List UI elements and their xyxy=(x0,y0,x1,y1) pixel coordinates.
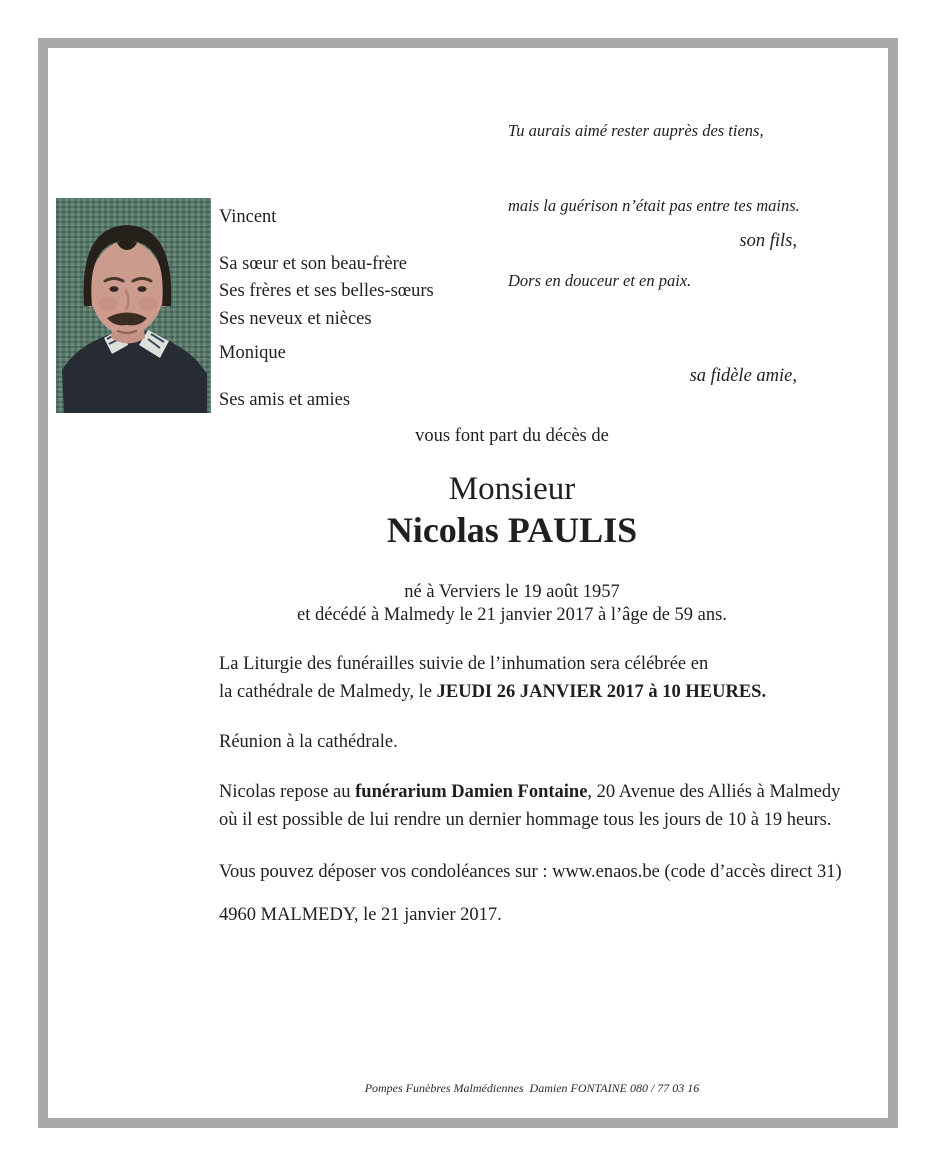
funeral-home-footer: Pompes Funèbres Malmédiennes Damien FONTAINE 080 / 77 03 16 xyxy=(364,1081,700,1095)
deceased-name: Nicolas PAULIS xyxy=(386,510,638,550)
repose-line-2: où il est possible de lui rendre un dernier hommage tous les jours de 10 à 19 heurs. xyxy=(219,810,832,830)
mourner-friends: Ses amis et amies xyxy=(219,390,351,410)
birth-line: né à Verviers le 19 août 1957 xyxy=(404,582,620,602)
condolences-line: Vous pouvez déposer vos condoléances sur : www.enaos.be (code d’accès direct 31) xyxy=(219,862,842,882)
epitaph-line-2: mais la guérison n’était pas entre tes mains. xyxy=(508,196,800,215)
mourner-friend-relation: sa fidèle amie, xyxy=(689,366,797,386)
announcement-line: vous font part du décès de xyxy=(415,426,609,446)
mourner-brothers: Ses frères et ses belles-sœurs xyxy=(219,281,434,301)
ceremony-line-1: La Liturgie des funérailles suivie de l’inhumation sera célébrée en xyxy=(219,654,709,674)
epitaph-line-1: Tu aurais aimé rester auprès des tiens, xyxy=(508,121,764,140)
death-line: et décédé à Malmedy le 21 janvier 2017 à l’âge de 59 ans. xyxy=(297,605,727,625)
mourner-sister: Sa sœur et son beau-frère xyxy=(219,254,408,274)
ceremony-date-bold: JEUDI 26 JANVIER 2017 à 10 HEURES. xyxy=(436,682,767,702)
ceremony-line-2-text: la cathédrale de Malmedy, le xyxy=(219,682,437,702)
funeral-home-name: funérarium Damien Fontaine xyxy=(355,782,588,802)
mourner-friend: Monique xyxy=(219,343,286,363)
deceased-portrait-illustration xyxy=(56,198,211,413)
ceremony-line-2 xyxy=(219,681,766,703)
mourner-nephews: Ses neveux et nièces xyxy=(219,309,372,329)
epitaph-line-3: Dors en douceur et en paix. xyxy=(508,271,692,290)
mourner-son-relation: son fils, xyxy=(739,231,797,251)
epitaph xyxy=(508,68,800,343)
deceased-photo xyxy=(56,198,211,413)
repose-prefix: Nicolas repose au xyxy=(219,782,356,802)
repose-line-1 xyxy=(219,781,840,803)
place-date-line: 4960 MALMEDY, le 21 janvier 2017. xyxy=(219,905,502,925)
deceased-title: Monsieur xyxy=(448,471,576,507)
mourner-son: Vincent xyxy=(219,207,277,227)
meeting-line: Réunion à la cathédrale. xyxy=(219,732,398,752)
repose-suffix: , 20 Avenue des Alliés à Malmedy xyxy=(587,782,841,802)
